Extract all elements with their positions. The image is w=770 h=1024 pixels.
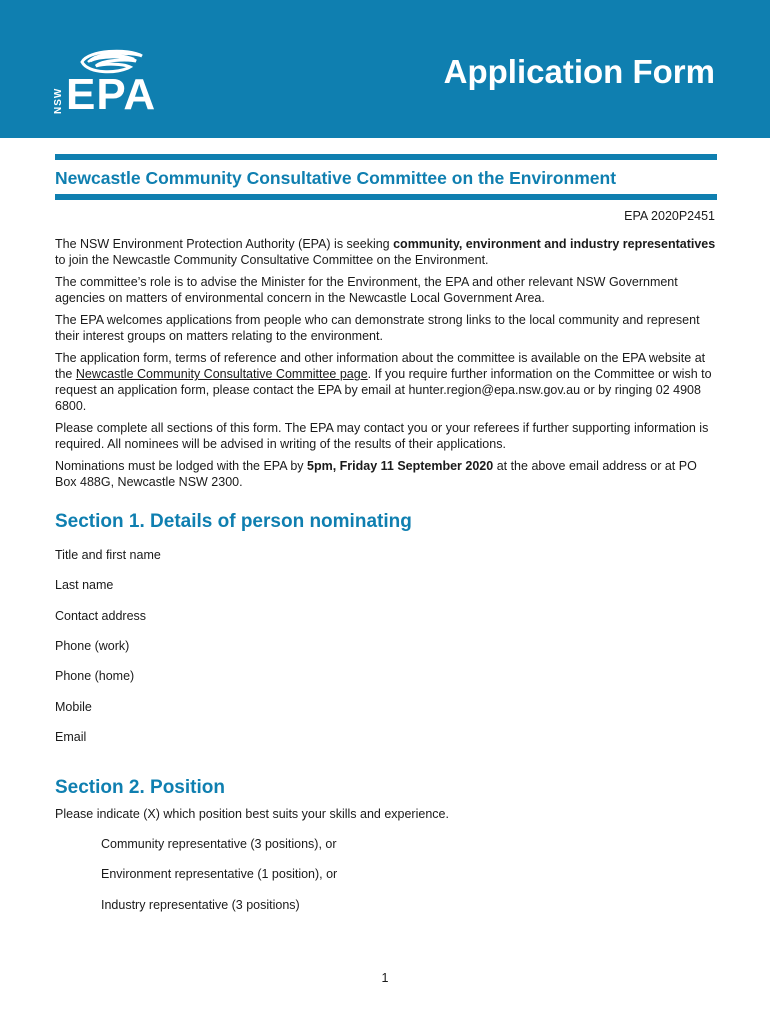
page-title: Application Form — [443, 53, 715, 90]
field-email[interactable]: Email — [55, 730, 87, 744]
epa-wordmark: EPA — [66, 70, 157, 119]
intro-paragraph-6: Nominations must be lodged with the EPA by 5pm, Friday 11 September 2020 at the above email address or at PO Box 488G, Newcastle NSW 2300. — [55, 459, 697, 489]
section-1-heading: Section 1. Details of person nominating — [55, 511, 412, 532]
top-divider — [55, 154, 717, 160]
reference-number: EPA 2020P2451 — [624, 209, 715, 223]
page-header — [0, 0, 770, 138]
position-instruction: Please indicate (X) which position best suits your skills and experience. — [55, 807, 449, 821]
page-number: 1 — [381, 971, 389, 985]
field-contact-address[interactable]: Contact address — [55, 609, 147, 623]
epa-logo — [50, 46, 170, 118]
section-2-heading: Section 2. Position — [55, 777, 225, 798]
intro-paragraph-5: Please complete all sections of this form. The EPA may contact you or your referees if further supporting information is required. All nominees will be advised in writing of the results of their applications. — [55, 421, 709, 451]
field-title-first-name[interactable]: Title and first name — [55, 548, 161, 562]
intro-paragraph-2: The committee’s role is to advise the Minister for the Environment, the EPA and other relevant NSW Government agencies on matters of environmental concern in the Newcastle Local Government Area. — [55, 275, 678, 305]
field-phone-work[interactable]: Phone (work) — [55, 639, 130, 653]
introduction — [55, 236, 717, 496]
intro-paragraph-1: The NSW Environment Protection Authority (EPA) is seeking community, environment and industry representatives to join the Newcastle Community Consultative Committee on the Environment. — [55, 237, 716, 267]
option-community-representative[interactable]: Community representative (3 positions), or — [101, 837, 337, 851]
option-industry-representative[interactable]: Industry representative (3 positions) — [101, 898, 300, 912]
field-phone-home[interactable]: Phone (home) — [55, 669, 135, 683]
option-environment-representative[interactable]: Environment representative (1 position), or — [101, 867, 338, 881]
field-mobile[interactable]: Mobile — [55, 700, 92, 714]
intro-paragraph-3: The EPA welcomes applications from people who can demonstrate strong links to the local community and represent their interest groups on matters relating to the environment. — [55, 313, 700, 343]
nsw-wordmark — [50, 80, 64, 116]
intro-paragraph-4: The application form, terms of reference and other information about the committee is available on the EPA website at the Newcastle Community Consultative Committee page. If you require further information on the Committee or wish to request an application form, please contact the EPA by email at hunter.region@epa.nsw.gov.au or by ringing 02 4908 6800. — [55, 351, 712, 413]
svg-text:NSW: NSW — [53, 87, 64, 114]
field-last-name[interactable]: Last name — [55, 578, 114, 592]
committee-page-link[interactable]: Newcastle Community Consultative Committee page — [75, 367, 368, 381]
bottom-divider — [55, 194, 717, 200]
document-subtitle: Newcastle Community Consultative Committee on the Environment — [55, 168, 617, 188]
